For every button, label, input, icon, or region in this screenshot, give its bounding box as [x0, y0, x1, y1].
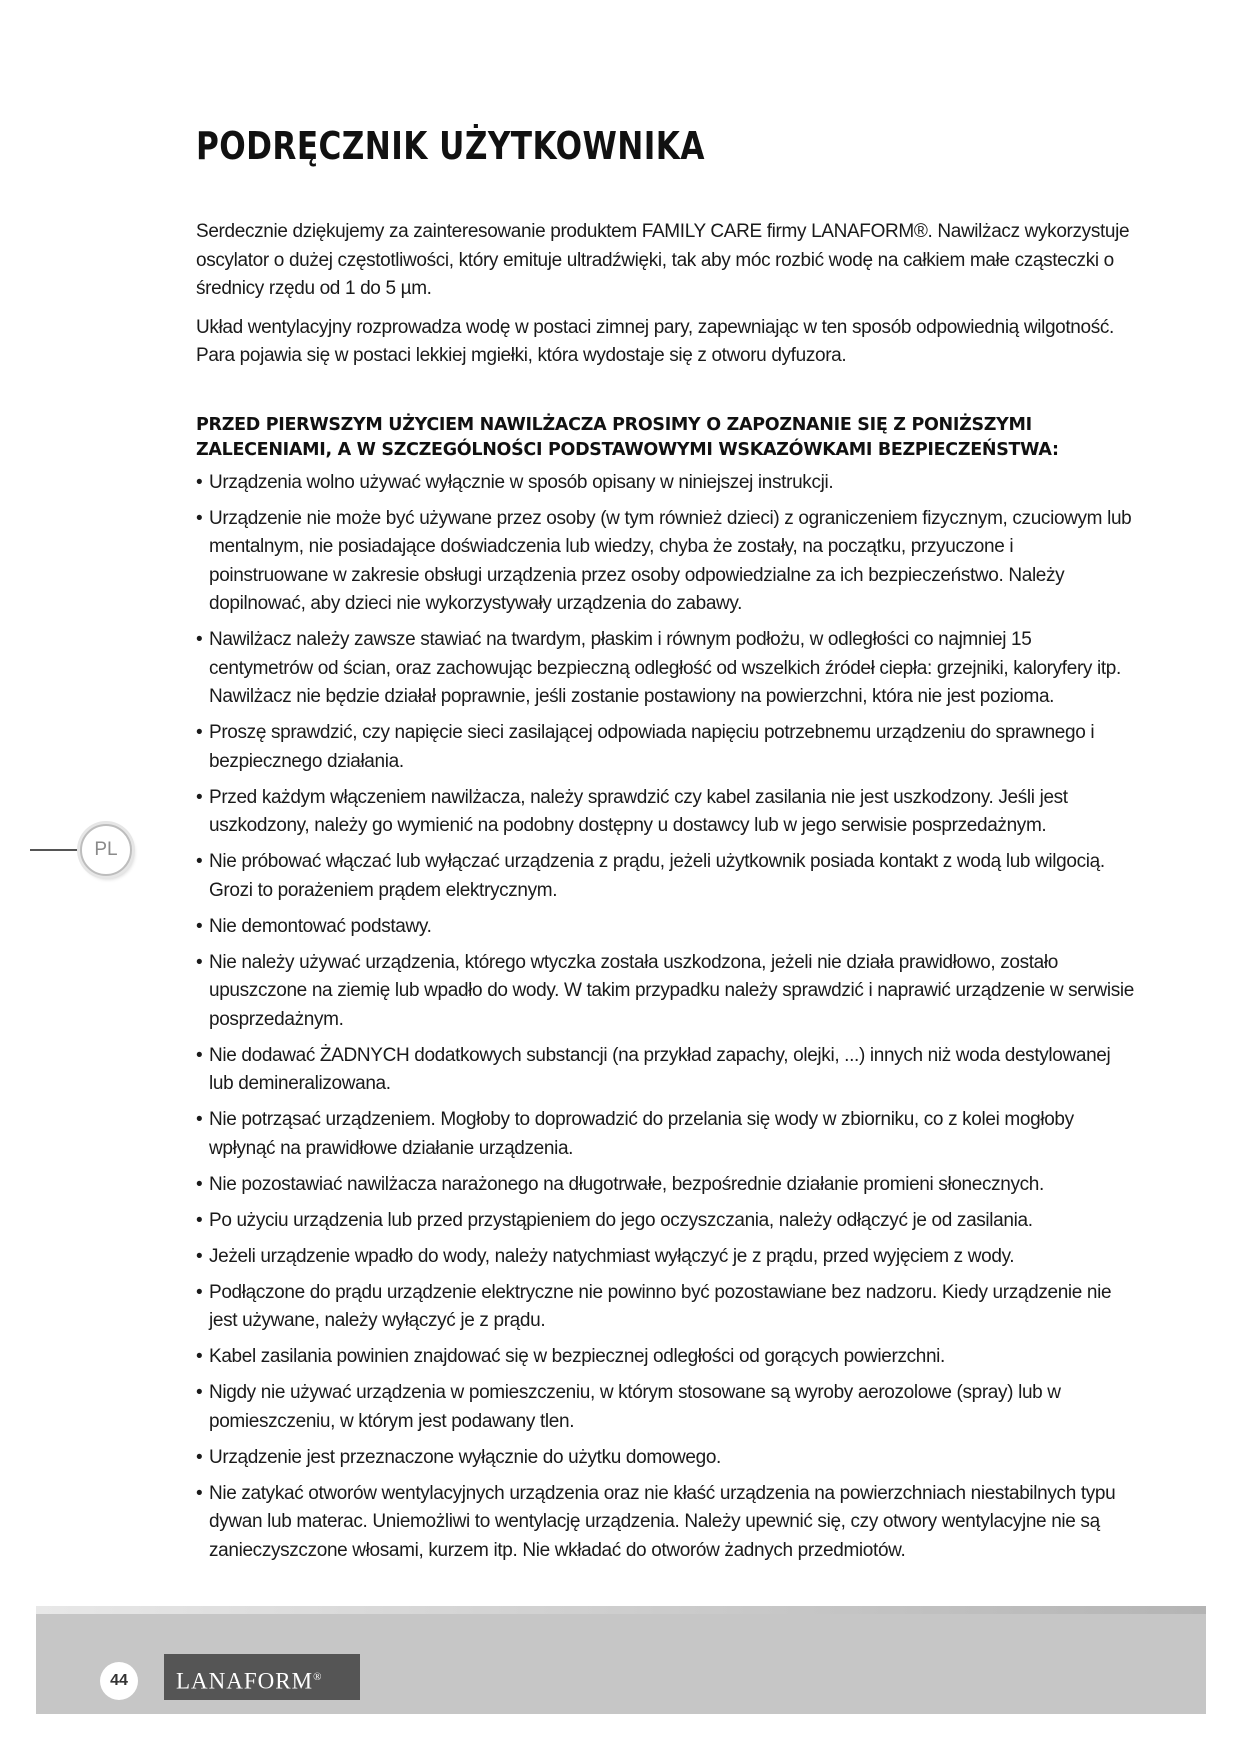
- list-item: • Przed każdym włączeniem nawilżacza, należy sprawdzić czy kabel zasilania nie jest uszkodzony. Jeśli jest uszkodzony, należy go wymienić na podobny dostępny u dostawcy lub w jego serwisie posprzedażnym.: [196, 784, 1136, 841]
- intro-paragraph: Układ wentylacyjny rozprowadza wodę w postaci zimnej pary, zapewniając w ten sposób odpowiednią wilgotność. Para pojawia się w postaci lekkiej mgiełki, która wydostaje się z otworu dyfuzora.: [196, 316, 1114, 366]
- list-item: • Nie zatykać otworów wentylacyjnych urządzenia oraz nie kłaść urządzenia na powierzchniach niestabilnych typu dywan lub materac. Uniemożliwi to wentylację urządzenia. Należy upewnić się, czy otwory wentylacyjne nie są zanieczyszczone włosami, kurzem itp. Nie wkładać do otworów żadnych przedmiotów.: [196, 1480, 1136, 1566]
- list-item: • Nawilżacz należy zawsze stawiać na twardym, płaskim i równym podłożu, w odległości co najmniej 15 centymetrów od ścian, oraz zachowując bezpieczną odległość od wszelkich źródeł ciepła: grzejniki, kaloryfery itp. Nawilżacz nie będzie działał poprawnie, jeśli zostanie postawiony na powierzchni, która nie jest pozioma.: [196, 626, 1136, 712]
- list-item: • Nie demontować podstawy.: [196, 913, 1136, 942]
- registered-mark: ®: [313, 1671, 322, 1683]
- page-title: PODRĘCZNIK UŻYTKOWNIKA: [196, 124, 705, 168]
- brand-name-wrapper: [176, 1654, 321, 1705]
- brand-name: LANAFORM: [176, 1668, 314, 1694]
- safety-instructions-list: [196, 469, 1136, 1566]
- list-item: • Jeżeli urządzenie wpadło do wody, należy natychmiast wyłączyć je z prądu, przed wyjęciem z wody.: [196, 1243, 1136, 1272]
- safety-warning-heading: PRZED PIERWSZYM UŻYCIEM NAWILŻACZA PROSIMY O ZAPOZNANIE SIĘ Z PONIŻSZYMI ZALECENIAMI, A W SZCZEGÓLNOŚCI PODSTAWOWYMI WSKAZÓWKAMI BEZPIECZEŃSTWA:: [196, 414, 1059, 460]
- language-tab: [30, 822, 134, 878]
- list-item: • Urządzenie nie może być używane przez osoby (w tym również dzieci) z ograniczeniem fizycznym, czuciowym lub mentalnym, nie posiadające doświadczenia lub wiedzy, chyba że zostały, na początku, przyuczone i poinstruowane w zakresie obsługi urządzenia przez osoby odpowiedzialne za ich bezpieczeństwo. Należy dopilnować, aby dzieci nie wykorzystywały urządzenia do zabawy.: [196, 505, 1136, 619]
- list-item: • Nie potrząsać urządzeniem. Mogłoby to doprowadzić do przelania się wody w zbiorniku, co z kolei mogłoby wpłynąć na prawidłowe działanie urządzenia.: [196, 1106, 1136, 1163]
- list-item: • Urządzenie jest przeznaczone wyłącznie do użytku domowego.: [196, 1444, 1136, 1473]
- language-badge: PL: [80, 824, 132, 876]
- list-item: • Podłączone do prądu urządzenie elektryczne nie powinno być pozostawiane bez nadzoru. Kiedy urządzenie nie jest używane, należy wyłączyć je z prądu.: [196, 1279, 1136, 1336]
- page-number: 44: [100, 1662, 138, 1700]
- footer-divider: [36, 1606, 1206, 1614]
- intro-paragraph: Serdecznie dziękujemy za zainteresowanie produktem FAMILY CARE firmy LANAFORM®. Nawilżacz wykorzystuje oscylator o dużej częstotliwości, który emituje ultradźwięki, tak aby móc rozbić wodę na całkiem małe cząsteczki o średnicy rzędu od 1 do 5 µm.: [196, 221, 1130, 299]
- brand-logo: [164, 1654, 360, 1700]
- list-item: • Nie należy używać urządzenia, którego wtyczka została uszkodzona, jeżeli nie działa prawidłowo, zostało upuszczone na ziemię lub wpadło do wody. W takim przypadku należy sprawdzić i naprawić urządzenie w serwisie posprzedażnym.: [196, 949, 1136, 1035]
- language-tab-connector: [30, 849, 82, 851]
- list-item: • Nie dodawać ŻADNYCH dodatkowych substancji (na przykład zapachy, olejki, ...) innych niż woda destylowanej lub demineralizowana.: [196, 1042, 1136, 1099]
- main-content: [196, 218, 1136, 1573]
- list-item: • Proszę sprawdzić, czy napięcie sieci zasilającej odpowiada napięciu potrzebnemu urządzeniu do sprawnego i bezpiecznego działania.: [196, 719, 1136, 776]
- list-item: • Urządzenia wolno używać wyłącznie w sposób opisany w niniejszej instrukcji.: [196, 469, 1136, 498]
- list-item: • Nie pozostawiać nawilżacza narażonego na długotrwałe, bezpośrednie działanie promieni słonecznych.: [196, 1171, 1136, 1200]
- list-item: • Nie próbować włączać lub wyłączać urządzenia z prądu, jeżeli użytkownik posiada kontakt z wodą lub wilgocią. Grozi to porażeniem prądem elektrycznym.: [196, 848, 1136, 905]
- list-item: • Po użyciu urządzenia lub przed przystąpieniem do jego oczyszczania, należy odłączyć je od zasilania.: [196, 1207, 1136, 1236]
- list-item: • Kabel zasilania powinien znajdować się w bezpiecznej odległości od gorących powierzchni.: [196, 1343, 1136, 1372]
- list-item: • Nigdy nie używać urządzenia w pomieszczeniu, w którym stosowane są wyroby aerozolowe (spray) lub w pomieszczeniu, w którym jest podawany tlen.: [196, 1379, 1136, 1436]
- page-footer: [36, 1606, 1206, 1714]
